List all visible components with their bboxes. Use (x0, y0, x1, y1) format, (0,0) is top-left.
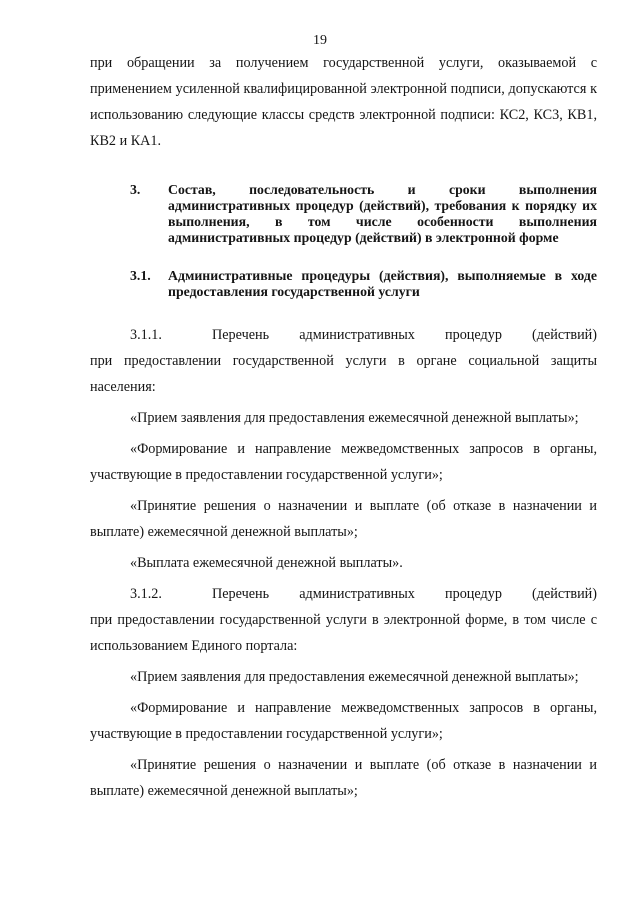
list-item: «Прием заявления для предоставления ежемесячной денежной выплаты»; (130, 669, 579, 685)
subsection-3-1-1-continuation: при предоставлении государственной услуги в органе социальной защиты населения: (90, 353, 597, 395)
subsection-3-1-2-heading (90, 581, 597, 607)
subsection-3-1-1-title: Перечень административных процедур (действий) (212, 327, 597, 343)
list-item: «Выплата ежемесячной денежной выплаты». (130, 555, 403, 571)
list-item: «Формирование и направление межведомственных запросов в органы, участвующие в предоставлении государственной услуги»; (90, 700, 597, 742)
section-3-1-title: Административные процедуры (действия), выполняемые в ходе предоставления государственной услуги (168, 268, 597, 299)
subsection-3-1-2-continuation: при предоставлении государственной услуги в электронной форме, в том числе с использованием Единого портала: (90, 612, 597, 654)
subsection-3-1-1-heading (90, 322, 597, 348)
subsection-3-1-1-number: 3.1.1. (130, 327, 162, 343)
document-body (90, 50, 597, 804)
list-item: «Принятие решения о назначении и выплате (об отказе в назначении и выплате) ежемесячной денежной выплаты»; (90, 757, 597, 799)
page-number: 19 (313, 33, 327, 48)
list-item: «Прием заявления для предоставления ежемесячной денежной выплаты»; (130, 410, 579, 426)
subsection-3-1-2-number: 3.1.2. (130, 586, 162, 602)
section-3-1-number: 3.1. (130, 268, 151, 283)
list-item: «Формирование и направление межведомственных запросов в органы, участвующие в предоставлении государственной услуги»; (90, 441, 597, 483)
section-3-title: Состав, последовательность и сроки выполнения административных процедур (действий), требования к порядку их выполнения, в том числе особенности выполнения административных процедур (действий) в электронной форме (168, 182, 597, 245)
subsection-3-1-2-title: Перечень административных процедур (действий) (212, 586, 597, 602)
section-3-number: 3. (130, 182, 141, 197)
section-3-heading (130, 182, 597, 246)
intro-paragraph: при обращении за получением государственной услуги, оказываемой с применением усиленной квалифицированной электронной подписи, допускаются к использованию следующие классы средств электронной подписи: КС2, КС3, КВ1, КВ2 и КА1. (90, 55, 597, 149)
list-item: «Принятие решения о назначении и выплате (об отказе в назначении и выплате) ежемесячной денежной выплаты»; (90, 498, 597, 540)
section-3-1-heading (130, 268, 597, 300)
